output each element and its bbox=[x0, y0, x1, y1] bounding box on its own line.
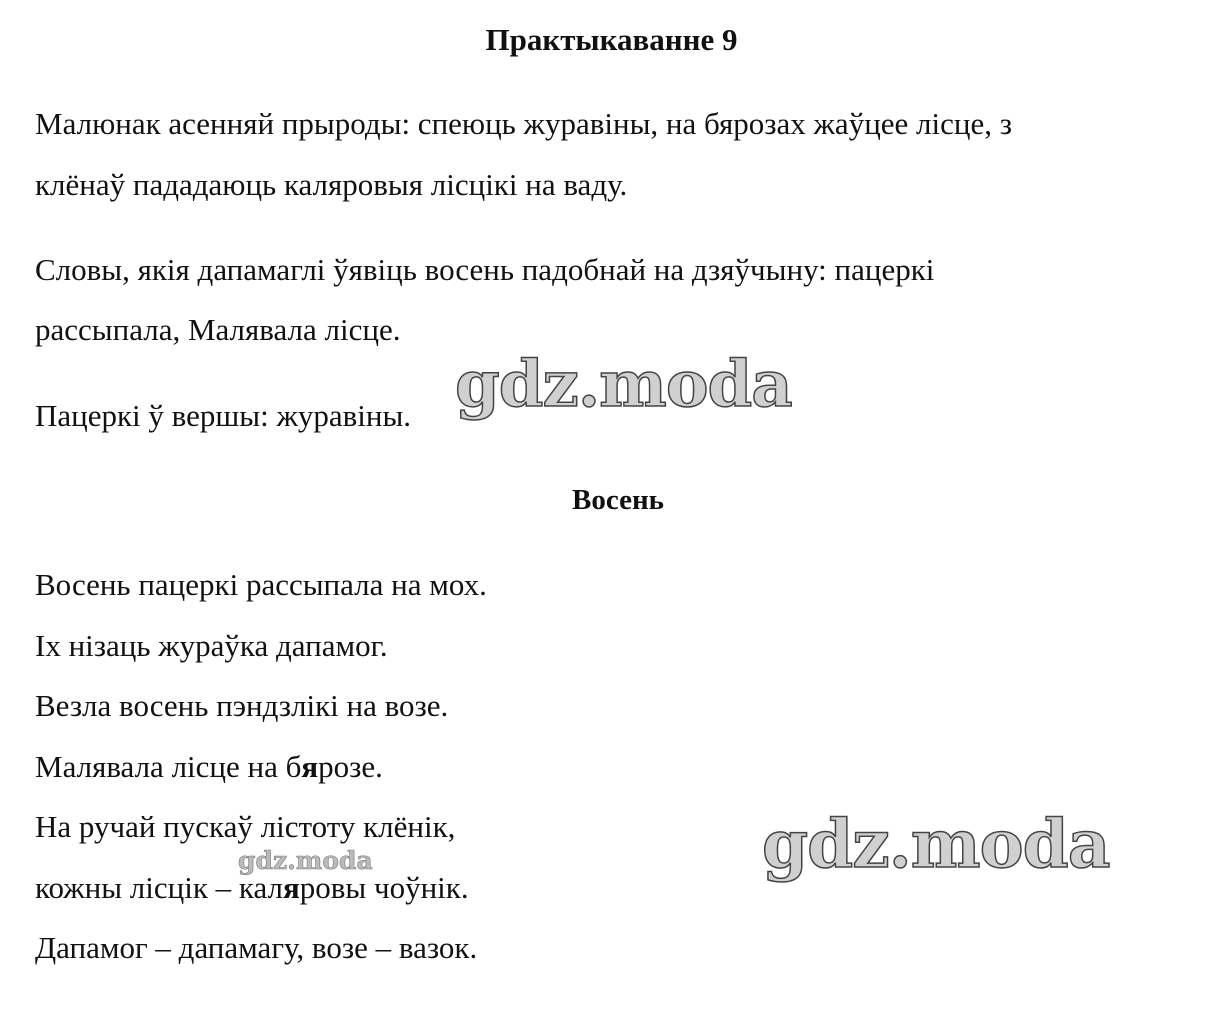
paragraph-line: Словы, якія дапамаглі ўявіць восень падобнай на дзяўчыну: пацеркі bbox=[35, 252, 935, 287]
poem-line: Іх нізаць жураўка дапамог. bbox=[35, 627, 388, 663]
poem-text: кожны лісцік – кал bbox=[35, 869, 283, 905]
paragraph-line: Пацеркі ў вершы: журавіны. bbox=[35, 398, 412, 433]
paragraph-autumn-picture bbox=[35, 104, 1195, 205]
poem-line: Восень пацеркі рассыпала на мох. bbox=[35, 567, 487, 602]
poem-title: Восень bbox=[572, 484, 664, 516]
poem-line: Дапамог – дапамагу, возе – вазок. bbox=[35, 930, 478, 965]
poem-stress-letter: я bbox=[283, 869, 300, 905]
poem-line: На ручай пускаў лістоту клёнік, bbox=[35, 809, 456, 844]
paragraph-words bbox=[35, 250, 1195, 350]
poem-text: Малявала лісце на б bbox=[35, 748, 302, 784]
watermark: gdz.moda bbox=[762, 805, 1110, 883]
poem-line bbox=[35, 747, 487, 787]
exercise-title: Практыкаванне 9 bbox=[485, 22, 738, 57]
watermark: gdz.moda bbox=[238, 846, 373, 875]
poem-stress-letter: я bbox=[301, 748, 319, 784]
paragraph-line: рассыпала, Малявала лісце. bbox=[35, 312, 401, 347]
paragraph-line: клёнаў пададаюць каляровыя лісцікі на ваду. bbox=[35, 167, 628, 202]
paragraph-line: Малюнак асенняй прыроды: спеюць журавіны, на бярозах жаўцее лісце, з bbox=[35, 106, 1012, 141]
poem-line: Везла восень пэндзлікі на возе. bbox=[35, 688, 449, 723]
poem-body bbox=[35, 565, 487, 989]
poem-text: ровы чоўнік. bbox=[299, 869, 469, 905]
watermark: gdz.moda bbox=[455, 347, 792, 422]
poem-text: розе. bbox=[318, 748, 383, 784]
